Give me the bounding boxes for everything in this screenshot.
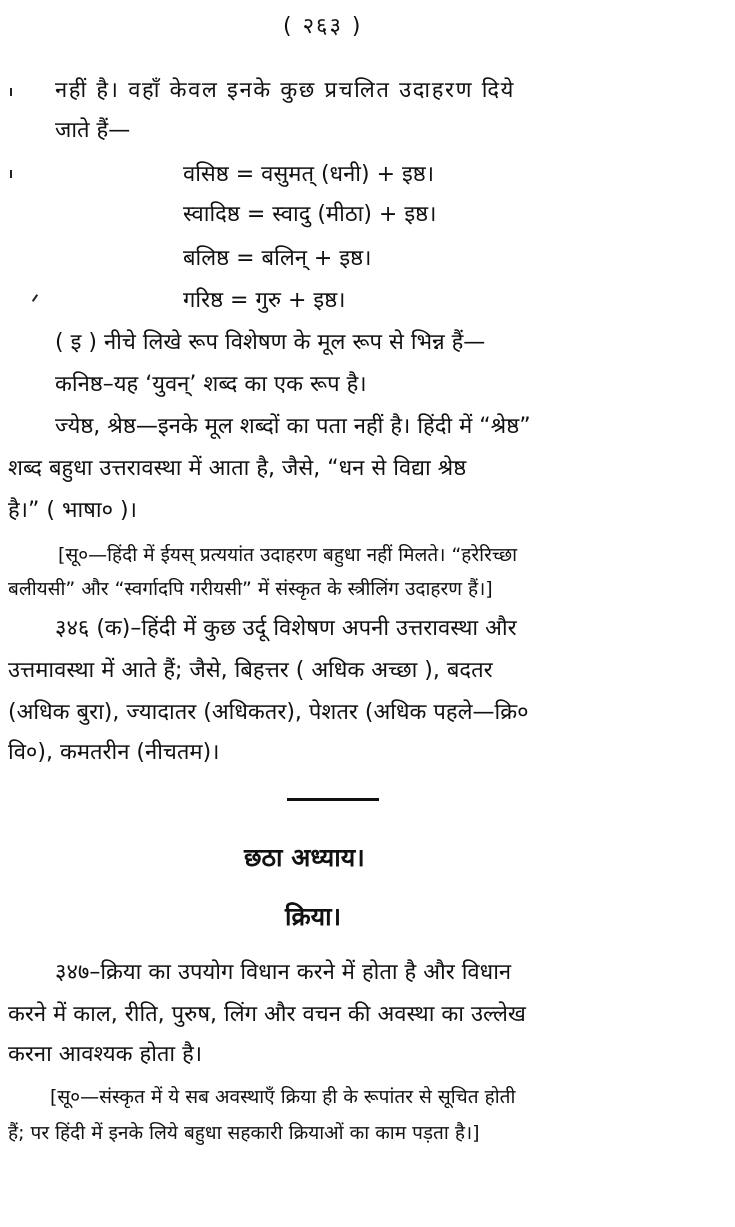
- formula-line-3: बलिष्ठ = बलिन् + इष्ठ।: [183, 246, 372, 271]
- text-line-20: करना आवश्यक होता है।: [8, 1042, 203, 1067]
- text-line-11: है।” ( भाषा० )।: [8, 498, 137, 523]
- text-line-18: ३४७–क्रिया का उपयोग विधान करने में होता है और विधान: [55, 960, 512, 985]
- text-line-10: शब्द बहुधा उत्तरावस्था में आता है, जैसे, “धन से विद्या श्रेष्ठ: [8, 456, 467, 481]
- text-line-2: जाते हैं—: [55, 118, 131, 143]
- formula-line-1: वसिष्ठ = वसुमत् (धनी) + इष्ठ।: [183, 162, 435, 187]
- text-line-19: करने में काल, रीति, पुरुष, लिंग और वचन की अवस्था का उल्लेख: [8, 1002, 526, 1027]
- text-line-9: ज्येष्ठ, श्रेष्ठ—इनके मूल शब्दों का पता नहीं है। हिंदी में “श्रेष्ठ”: [55, 414, 531, 439]
- text-line-1: नहीं है। वहाँ केवल इनके कुछ प्रचलित उदाहरण दिये: [55, 78, 516, 103]
- text-line-15: उत्तमावस्था में आते हैं; जैसे, बिहत्तर ( अधिक अच्छा ), बदतर: [8, 658, 493, 683]
- text-line-8: कनिष्ठ–यह ‘युवन्’ शब्द का एक रूप है।: [55, 372, 367, 397]
- text-line-17: वि०), कमतरीन (नीचतम)।: [8, 740, 220, 765]
- scan-speck: [32, 294, 38, 302]
- scan-speck: [10, 88, 12, 96]
- text-line-14: ३४६ (क)–हिंदी में कुछ उर्दू विशेषण अपनी उत्तरावस्था और: [55, 616, 517, 641]
- page-number: ( २६३ ): [283, 14, 363, 39]
- note-line-1: [सू०—हिंदी में ईयस् प्रत्ययांत उदाहरण बहुधा नहीं मिलते। “हरेरिच्छा: [58, 544, 518, 566]
- chapter-title: क्रिया।: [285, 902, 342, 931]
- note-line-3: [सू०—संस्कृत में ये सब अवस्थाएँ क्रिया ही के रूपांतर से सूचित होती: [50, 1086, 516, 1108]
- section-divider: [287, 798, 379, 801]
- chapter-heading: छठा अध्याय।: [244, 843, 365, 872]
- formula-line-4: गरिष्ठ = गुरु + इष्ठ।: [183, 288, 346, 313]
- formula-line-2: स्वादिष्ठ = स्वादु (मीठा) + इष्ठ।: [183, 202, 437, 227]
- scan-speck: [10, 170, 12, 178]
- text-line-7: ( इ ) नीचे लिखे रूप विशेषण के मूल रूप से भिन्न हैं—: [55, 330, 486, 355]
- note-line-2: बलीयसी” और “स्वर्गादपि गरीयसी” में संस्कृत के स्त्रीलिंग उदाहरण हैं।]: [8, 578, 493, 600]
- note-line-4: हैं; पर हिंदी में इनके लिये बहुधा सहकारी क्रियाओं का काम पड़ता है।]: [8, 1122, 480, 1144]
- text-line-16: (अधिक बुरा), ज्यादातर (अधिकतर), पेशतर (अधिक पहले—क्रि०: [8, 700, 529, 725]
